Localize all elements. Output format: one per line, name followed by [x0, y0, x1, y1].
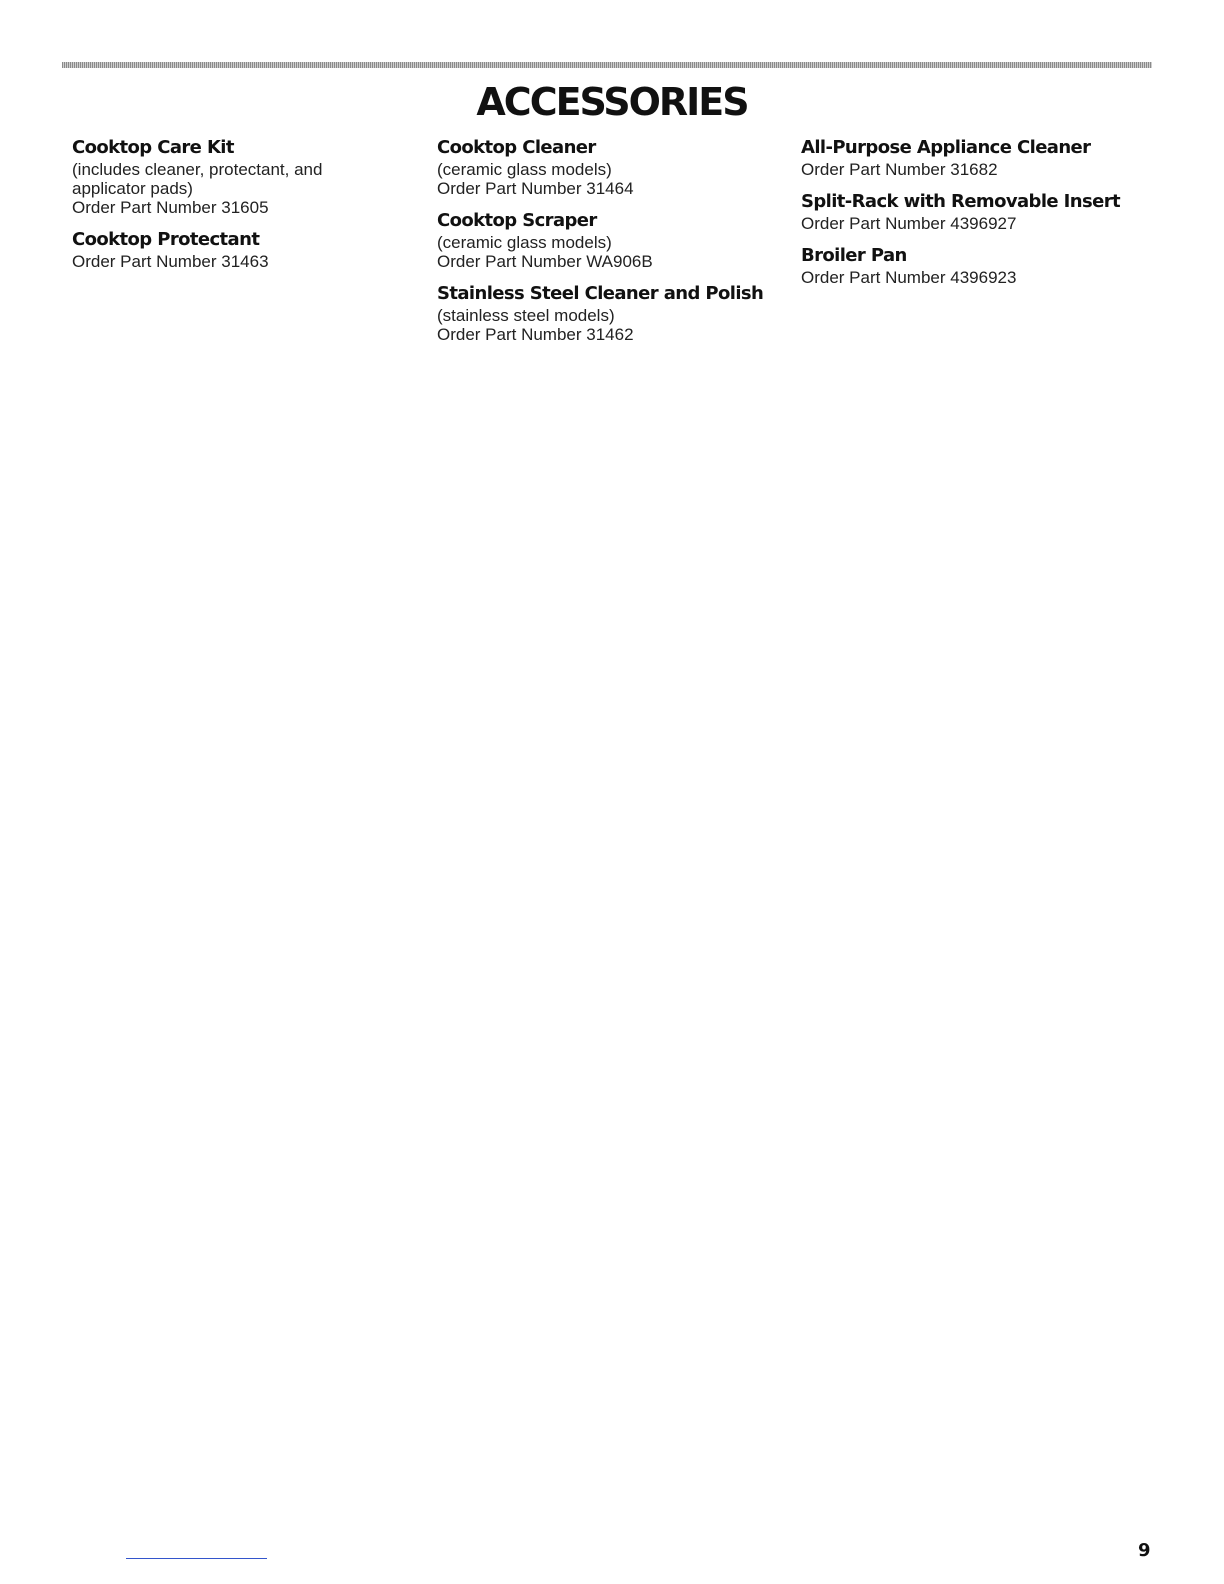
accessory-part-number: Order Part Number 31463: [72, 252, 269, 271]
accessory-item: [801, 245, 1181, 287]
accessory-item: [801, 137, 1181, 179]
accessory-part-number: Order Part Number 31462: [437, 325, 634, 344]
accessory-description: (includes cleaner, protectant, and: [72, 160, 323, 179]
accessory-part-number: Order Part Number 4396923: [801, 268, 1017, 287]
footer-rule: [126, 1558, 267, 1559]
accessory-item: [437, 210, 787, 271]
accessory-item: [72, 137, 422, 217]
accessory-description: (ceramic glass models): [437, 233, 612, 252]
accessory-title: Cooktop Protectant: [72, 229, 260, 250]
accessory-item: [72, 229, 422, 271]
accessory-item: [801, 191, 1181, 233]
accessory-part-number: Order Part Number 31605: [72, 198, 269, 217]
accessory-item: [437, 137, 787, 198]
accessories-column-1: [72, 137, 422, 283]
accessories-column-3: [801, 137, 1181, 299]
accessory-title: Cooktop Scraper: [437, 210, 597, 231]
header-rule: [62, 62, 1152, 68]
page-title: ACCESSORIES: [476, 80, 748, 124]
accessories-column-2: [437, 137, 787, 356]
accessory-title: Cooktop Cleaner: [437, 137, 596, 158]
accessory-title: Split-Rack with Removable Insert: [801, 191, 1120, 212]
accessory-description: (stainless steel models): [437, 306, 615, 325]
accessory-title: Broiler Pan: [801, 245, 907, 266]
accessory-part-number: Order Part Number WA906B: [437, 252, 653, 271]
accessory-title: Cooktop Care Kit: [72, 137, 234, 158]
accessory-item: [437, 283, 787, 344]
accessory-description: (ceramic glass models): [437, 160, 612, 179]
accessory-part-number: Order Part Number 31682: [801, 160, 998, 179]
accessory-title: Stainless Steel Cleaner and Polish: [437, 283, 764, 304]
page-number: 9: [1138, 1540, 1151, 1561]
accessory-part-number: Order Part Number 31464: [437, 179, 634, 198]
accessory-part-number: Order Part Number 4396927: [801, 214, 1017, 233]
accessory-description: applicator pads): [72, 179, 193, 198]
accessory-title: All-Purpose Appliance Cleaner: [801, 137, 1091, 158]
